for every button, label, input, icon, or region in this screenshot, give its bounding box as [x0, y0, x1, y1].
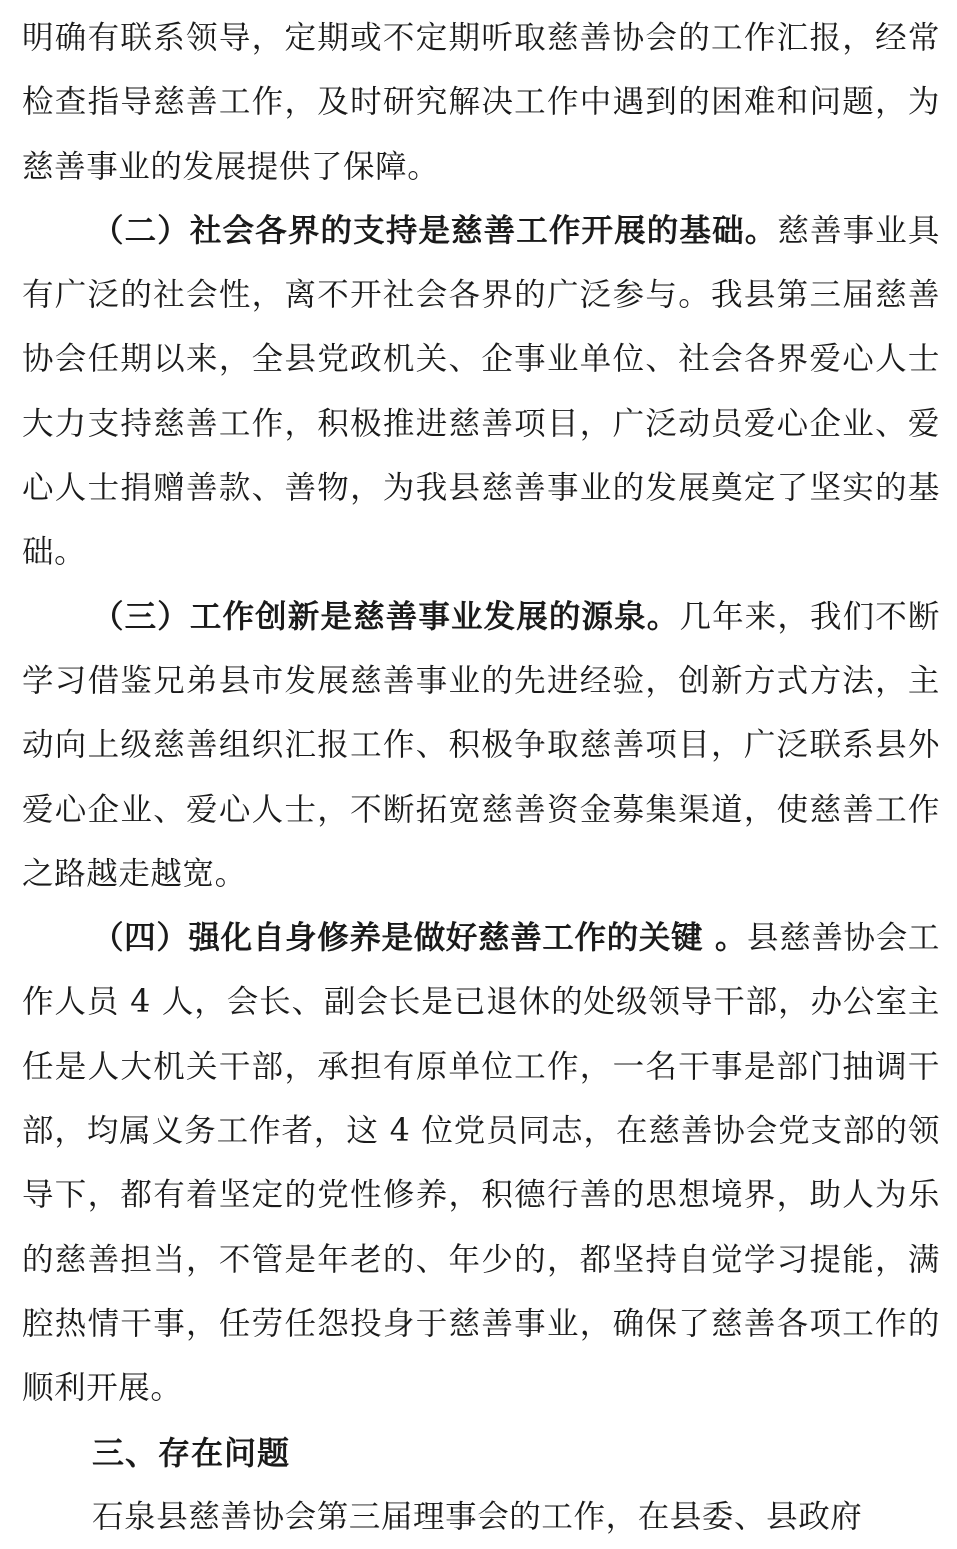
paragraph-last-text: 石泉县慈善协会第三届理事会的工作，在县委、县政府 — [92, 1498, 863, 1535]
paragraph-section-4 — [22, 906, 940, 1420]
paragraph-section-2 — [22, 199, 940, 585]
paragraph-intro-text: 明确有联系领导，定期或不定期听取慈善协会的工作汇报，经常检查指导慈善工作，及时研究解决工作中遇到的困难和问题，为慈善事业的发展提供了保障。 — [22, 20, 940, 185]
section-2-lead: （二）社会各界的支持是慈善工作开展的基础。 — [92, 212, 778, 249]
document-page — [22, 6, 940, 1549]
section-4-lead: （四）强化自身修养是做好慈善工作的关键 。 — [92, 920, 748, 957]
section-3-lead: （三）工作创新是慈善事业发展的源泉。 — [92, 598, 680, 635]
paragraph-intro — [22, 6, 940, 199]
paragraph-section-3 — [22, 585, 940, 906]
section-2-body: 慈善事业具有广泛的社会性，离不开社会各界的广泛参与。我县第三届慈善协会任期以来，全县党政机关、企事业单位、社会各界爱心人士大力支持慈善工作，积极推进慈善项目，广泛动员爱心企业、爱心人士捐赠善款、善物，为我县慈善事业的发展奠定了坚实的基础。 — [22, 212, 940, 571]
section-3-body: 几年来，我们不断学习借鉴兄弟县市发展慈善事业的先进经验，创新方式方法，主动向上级慈善组织汇报工作、积极争取慈善项目，广泛联系县外爱心企业、爱心人士，不断拓宽慈善资金募集渠道，使慈善工作之路越走越宽。 — [22, 598, 940, 892]
heading-existing-problems: 三、存在问题 — [92, 1433, 291, 1472]
section-4-body: 县慈善协会工作人员 4 人，会长、副会长是已退休的处级领导干部，办公室主任是人大机关干部，承担有原单位工作，一名干事是部门抽调干部，均属义务工作者，这 4 位党员同志，在慈善协会党支部的领导下，都有着坚定的党性修养，积德行善的思想境界，助人为乐的慈善担当，不管是年老的、年少的，都坚持自觉学习提能，满腔热情干事，任劳任怨投身于慈善事业，确保了慈善各项工作的顺利开展。 — [22, 920, 940, 1407]
paragraph-last — [22, 1485, 940, 1549]
